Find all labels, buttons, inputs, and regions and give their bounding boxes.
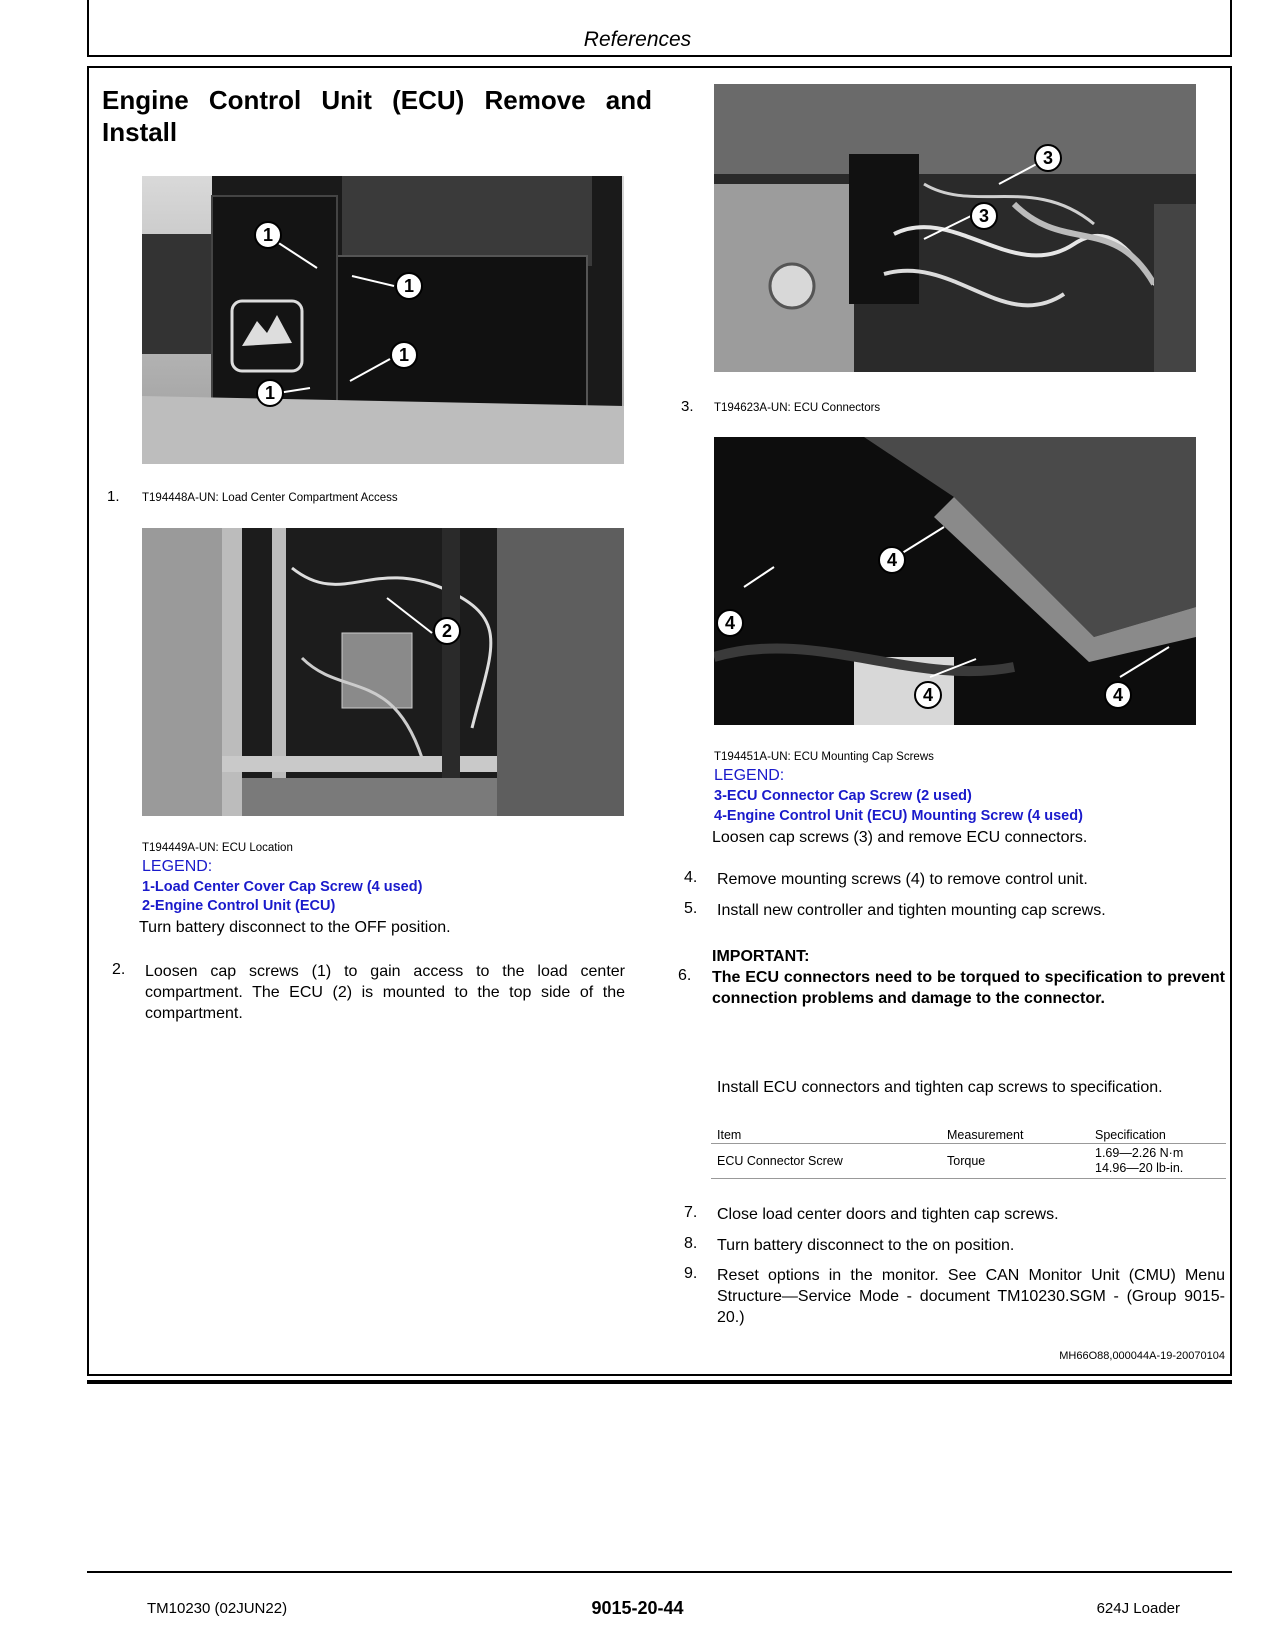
step-5-number: 5. [684, 900, 698, 917]
callout-1a: 1 [262, 225, 274, 245]
step-9-number: 9. [684, 1265, 698, 1282]
figure-4-caption: T194451A-UN: ECU Mounting Cap Screws [714, 751, 934, 763]
footer-page-number: 9015-20-44 [591, 1598, 684, 1618]
callout-4a: 4 [886, 550, 898, 570]
footer-manual-id: TM10230 (02JUN22) [147, 1600, 288, 1617]
step-7-text: Close load center doors and tighten cap screws. [717, 1206, 1059, 1223]
table-row [711, 1144, 1226, 1179]
step-6-number: 6. [678, 967, 692, 984]
figure-2-caption: T194449A-UN: ECU Location [142, 842, 293, 854]
step-8-number: 8. [684, 1235, 698, 1252]
step-8-text: Turn battery disconnect to the on position. [717, 1237, 1015, 1254]
loosen-connectors-text: Loosen cap screws (3) and remove ECU connectors. [712, 829, 1088, 846]
figure-1-caption: T194448A-UN: Load Center Compartment Access [142, 492, 398, 504]
footer-machine-model: 624J Loader [1096, 1600, 1180, 1617]
callout-1c: 1 [398, 345, 410, 365]
callout-1b: 1 [403, 276, 415, 296]
figure-2-legend-item-1: 1-Load Center Cover Cap Screw (4 used) [142, 879, 423, 895]
callout-1d: 1 [264, 383, 276, 403]
document-reference-id: MH66O88,000044A-19-20070104 [1059, 1350, 1225, 1362]
table-header-specification: Specification [1089, 1127, 1226, 1144]
table-cell-specification [1089, 1144, 1226, 1179]
section-title: Engine Control Unit (ECU) Remove and Install [102, 85, 652, 147]
spec-metric: 1.69—2.26 N·m [1095, 1146, 1184, 1160]
header-title: References [583, 28, 692, 51]
callout-3a: 3 [1042, 148, 1054, 168]
torque-spec-table [711, 1127, 1226, 1179]
step-2-number: 2. [112, 961, 126, 978]
footer-divider [87, 1571, 1232, 1573]
table-header-item: Item [711, 1127, 941, 1144]
callout-2: 2 [441, 621, 453, 641]
table-cell-item: ECU Connector Screw [711, 1144, 941, 1179]
figure-ecu-mounting-screws-photo [714, 437, 1196, 725]
figure-3-number: 3. [681, 398, 694, 415]
figure-ecu-location-photo [142, 528, 624, 816]
callout-4c: 4 [922, 685, 934, 705]
important-label: IMPORTANT: [712, 948, 810, 965]
step-9-text: Reset options in the monitor. See CAN Monitor Unit (CMU) Menu Structure—Service Mode - document TM10230.SGM - (Group 9015-20.) [717, 1267, 1225, 1326]
figure-4-legend-item-4: 4-Engine Control Unit (ECU) Mounting Screw (4 used) [714, 808, 1083, 824]
callout-4d: 4 [1112, 685, 1124, 705]
step-4-number: 4. [684, 869, 698, 886]
figure-2-legend-item-2: 2-Engine Control Unit (ECU) [142, 898, 336, 914]
figure-1-number: 1. [107, 488, 120, 505]
figure-2-legend-title: LEGEND: [142, 858, 213, 875]
turn-battery-off-text: Turn battery disconnect to the OFF position. [139, 919, 451, 936]
figure-4-legend-title: LEGEND: [714, 767, 785, 784]
table-cell-measurement: Torque [941, 1144, 1089, 1179]
figure-load-center-access-photo [142, 176, 624, 464]
step-4-text: Remove mounting screws (4) to remove control unit. [717, 871, 1088, 888]
figure-ecu-connectors-photo [714, 84, 1196, 372]
table-header-measurement: Measurement [941, 1127, 1089, 1144]
spec-imperial: 14.96—20 lb-in. [1095, 1161, 1184, 1175]
step-6-important-text: The ECU connectors need to be torqued to specification to prevent connection problems and damage to the connector. [712, 969, 1225, 1007]
step-7-number: 7. [684, 1204, 698, 1221]
section-divider [87, 1380, 1232, 1384]
step-5-text: Install new controller and tighten mounting cap screws. [717, 902, 1106, 919]
callout-3b: 3 [978, 206, 990, 226]
figure-4-legend-item-3: 3-ECU Connector Cap Screw (2 used) [714, 788, 972, 804]
callout-4b: 4 [724, 613, 736, 633]
figure-3-caption: T194623A-UN: ECU Connectors [714, 402, 881, 414]
install-connectors-text: Install ECU connectors and tighten cap screws to specification. [717, 1079, 1163, 1096]
step-2-text: Loosen cap screws (1) to gain access to the load center compartment. The ECU (2) is mounted to the top side of the compartment. [145, 963, 625, 1022]
